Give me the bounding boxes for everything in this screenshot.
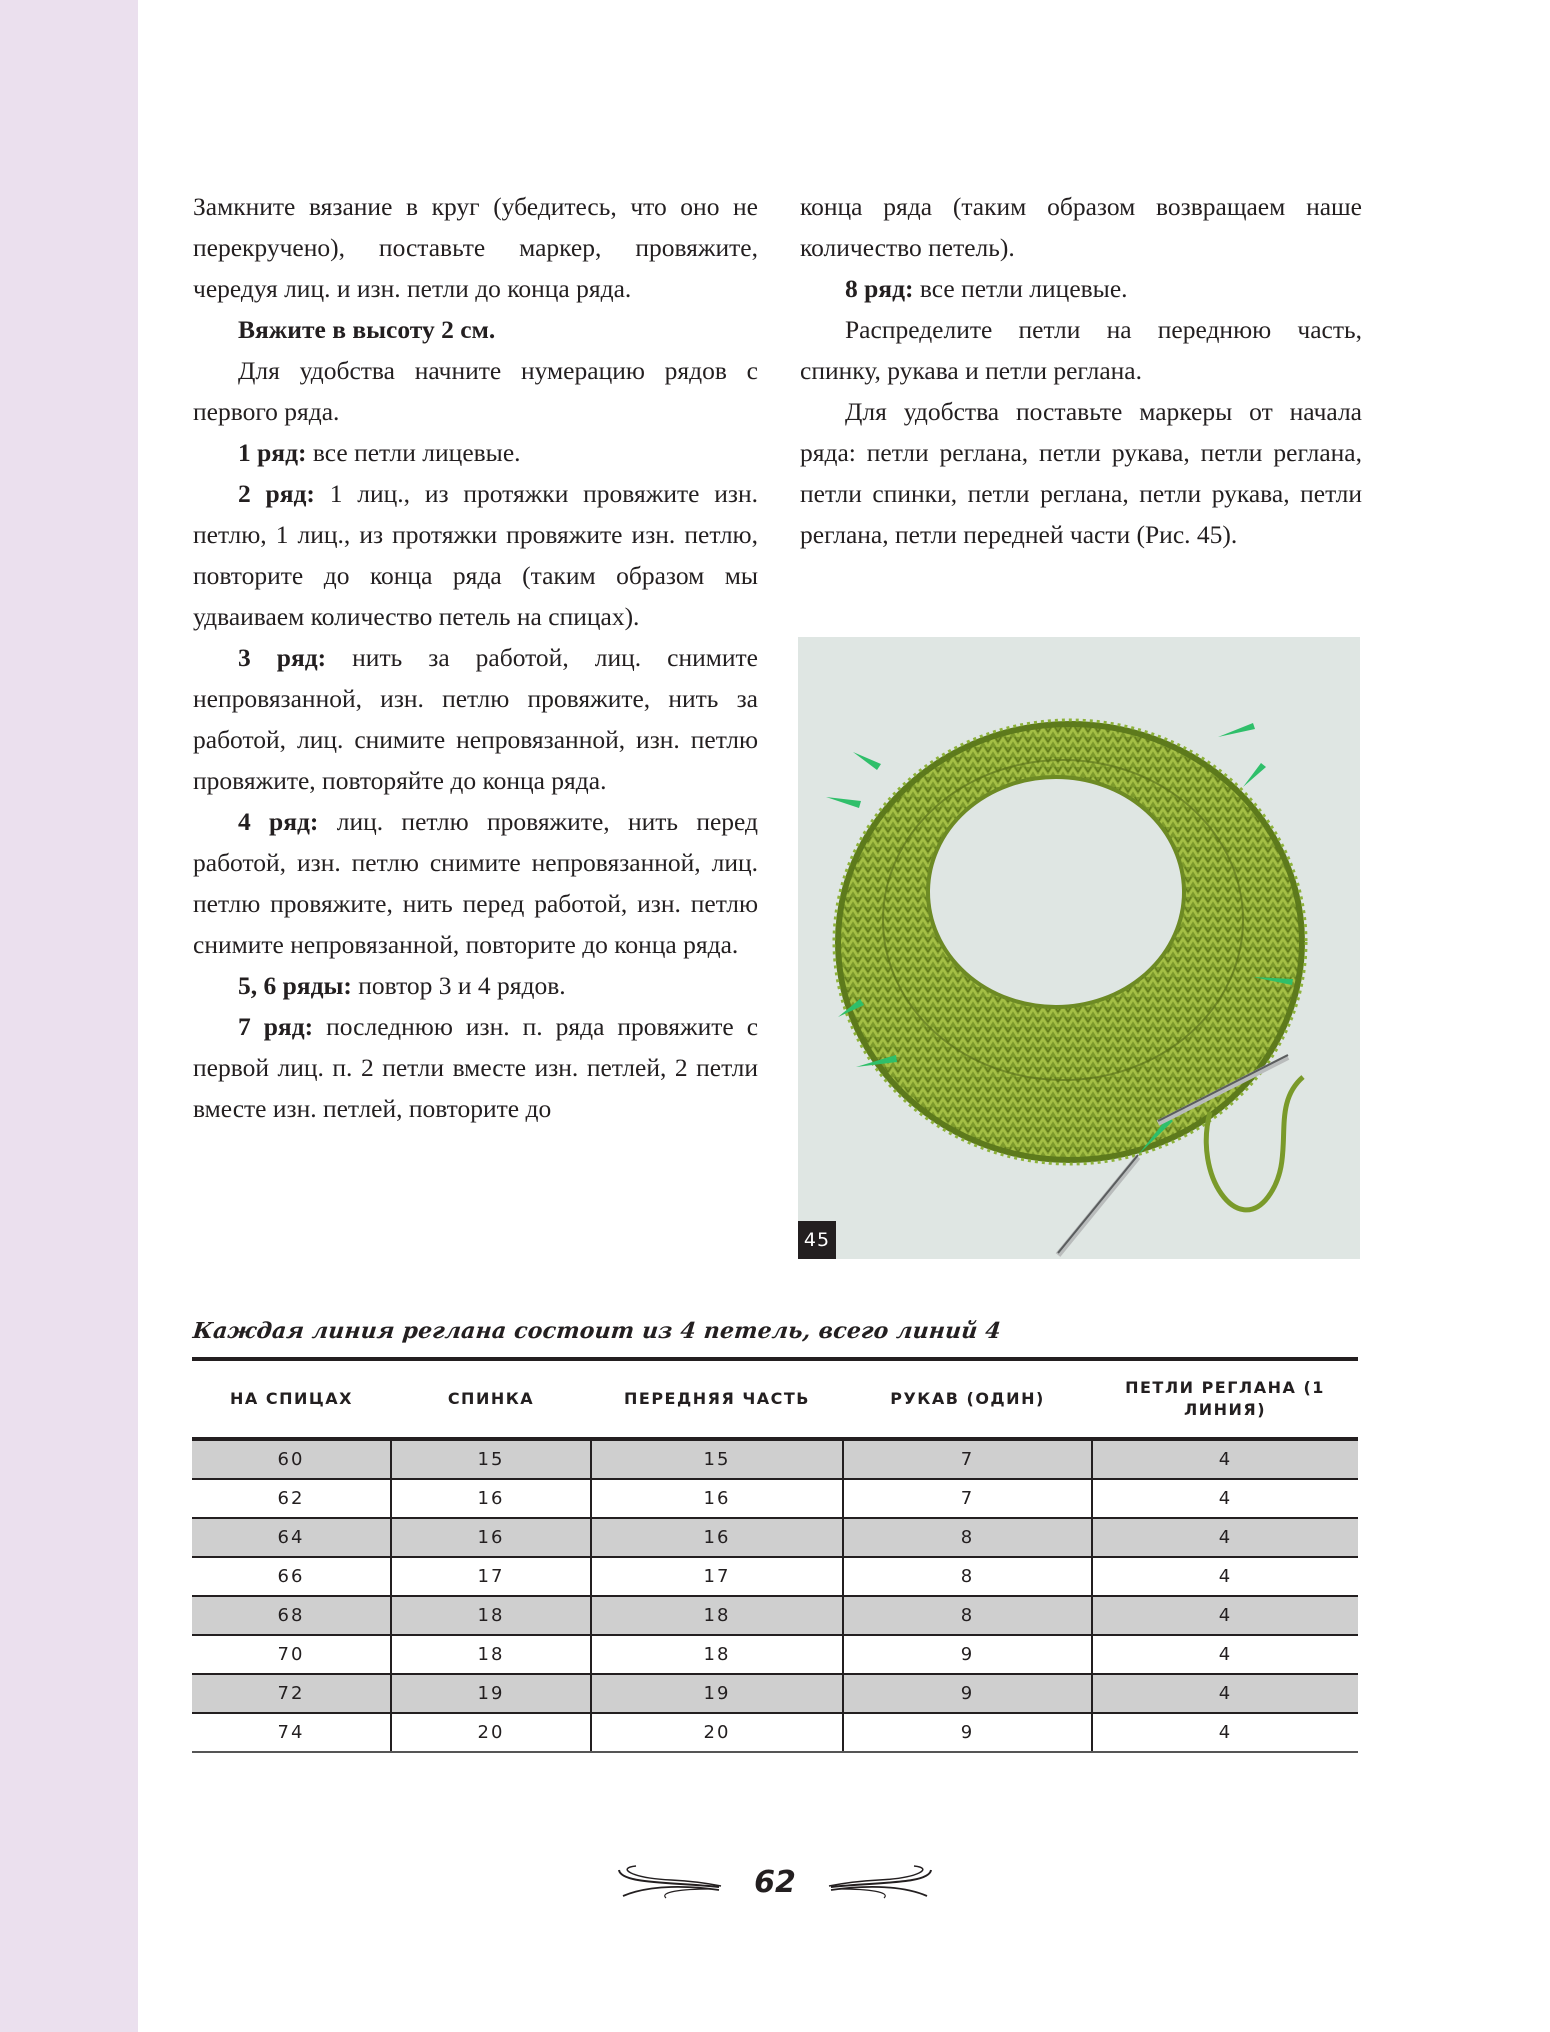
cell-total-stitches: 64 [192,1518,391,1557]
paragraph [193,1006,758,1129]
paragraph-text: последнюю изн. п. ряда провяжите с первой лиц. п. 2 петли вместе изн. петлей, 2 петли вместе изн. петлей, повторите до [193,1012,759,1123]
table-row [192,1635,1358,1674]
figure-number-badge: 45 [798,1221,836,1259]
cell-back: 16 [391,1518,591,1557]
cell-back: 18 [391,1596,591,1635]
paragraph [800,186,1362,268]
paragraph [193,186,758,309]
cell-sleeve: 7 [843,1479,1092,1518]
paragraph [800,309,1362,391]
right-ornament-icon [819,1862,939,1902]
table-row [192,1674,1358,1713]
cell-back: 16 [391,1479,591,1518]
paragraph-text: повтор 3 и 4 рядов. [351,971,566,1000]
figure-45-photo [798,637,1360,1259]
cell-back: 15 [391,1439,591,1479]
cell-raglan: 4 [1092,1479,1358,1518]
cell-sleeve: 9 [843,1674,1092,1713]
cell-sleeve: 8 [843,1596,1092,1635]
raglan-distribution-table [192,1357,1358,1753]
cell-sleeve: 9 [843,1713,1092,1752]
paragraph [193,350,758,432]
paragraph-text: все петли лицевые. [306,438,521,467]
cell-raglan: 4 [1092,1439,1358,1479]
table-row [192,1518,1358,1557]
paragraph-text: Для удобства поставьте маркеры от начала ряда: петли реглана, петли рукава, петли реглана, петли спинки, петли реглана, петли рукава, петли реглана, петли передней части (Рис. 45). [800,397,1362,549]
paragraph-bold-lead: Вяжите в высоту 2 см. [238,315,496,344]
cell-front: 17 [591,1557,843,1596]
paragraph [800,391,1362,555]
cell-front: 18 [591,1596,843,1635]
cell-total-stitches: 70 [192,1635,391,1674]
table-row [192,1596,1358,1635]
cell-total-stitches: 66 [192,1557,391,1596]
left-text-column [193,186,758,1129]
cell-raglan: 4 [1092,1596,1358,1635]
left-ornament-icon [611,1862,731,1902]
cell-sleeve: 8 [843,1518,1092,1557]
cell-front: 15 [591,1439,843,1479]
table-row [192,1557,1358,1596]
page-number: 62 [754,1864,796,1900]
cell-total-stitches: 62 [192,1479,391,1518]
cell-back: 17 [391,1557,591,1596]
paragraph-text: лиц. петлю провяжите, нить перед работой, изн. петлю снимите непровязанной, лиц. петлю провяжите, нить перед работой, изн. петлю снимите непровязанной, повторите до конца ряда. [193,807,758,959]
table-caption: Каждая линия реглана состоит из 4 петель, всего линий 4 [191,1318,1003,1344]
yoke-center-hole [928,777,1184,1007]
paragraph-text: все петли лицевые. [913,274,1128,303]
paragraph-bold-lead: 3 ряд: [238,643,327,672]
cell-back: 18 [391,1635,591,1674]
paragraph-text: конца ряда (таким образом возвращаем наше количество петель). [800,192,1362,262]
knitted-yoke-image [798,637,1360,1259]
cell-total-stitches: 68 [192,1596,391,1635]
table-row [192,1713,1358,1752]
paragraph-bold-lead: 8 ряд: [845,274,914,303]
paragraph [193,432,758,473]
cell-total-stitches: 74 [192,1713,391,1752]
cell-raglan: 4 [1092,1635,1358,1674]
paragraph [193,473,758,637]
cell-raglan: 4 [1092,1518,1358,1557]
cell-total-stitches: 72 [192,1674,391,1713]
paragraph [193,637,758,801]
cell-back: 20 [391,1713,591,1752]
paragraph [193,965,758,1006]
cell-front: 16 [591,1479,843,1518]
page-footer [0,1862,1550,1902]
paragraph-text: Для удобства начните нумерацию рядов с первого ряда. [193,356,758,426]
header-raglan-stitches: ПЕТЛИ РЕГЛАНА (1 ЛИНИЯ) [1092,1359,1358,1439]
cell-front: 16 [591,1518,843,1557]
paragraph [193,801,758,965]
cell-sleeve: 7 [843,1439,1092,1479]
cell-front: 20 [591,1713,843,1752]
paragraph-bold-lead: 4 ряд: [238,807,319,836]
cell-total-stitches: 60 [192,1439,391,1479]
table-header-row [192,1359,1358,1439]
cell-back: 19 [391,1674,591,1713]
header-total-stitches: НА СПИЦАХ [192,1359,391,1439]
paragraph-bold-lead: 7 ряд: [238,1012,314,1041]
cell-front: 18 [591,1635,843,1674]
paragraph-text: Замкните вязание в круг (убедитесь, что оно не перекручено), поставьте маркер, провяжите, чередуя лиц. и изн. петли до конца ряда. [193,192,758,303]
paragraph [800,268,1362,309]
right-text-column [800,186,1362,555]
header-sleeve: РУКАВ (ОДИН) [843,1359,1092,1439]
cell-raglan: 4 [1092,1674,1358,1713]
paragraph-bold-lead: 2 ряд: [238,479,315,508]
cell-raglan: 4 [1092,1557,1358,1596]
cell-front: 19 [591,1674,843,1713]
cell-raglan: 4 [1092,1713,1358,1752]
paragraph-bold-lead: 5, 6 ряды: [238,971,352,1000]
table-row [192,1479,1358,1518]
paragraph-bold-lead: 1 ряд: [238,438,307,467]
header-back: СПИНКА [391,1359,591,1439]
paragraph [193,309,758,350]
table-row [192,1439,1358,1479]
side-color-band [0,0,138,2032]
cell-sleeve: 8 [843,1557,1092,1596]
header-front: ПЕРЕДНЯЯ ЧАСТЬ [591,1359,843,1439]
paragraph-text: 1 лиц., из протяжки провяжите изн. петлю, 1 лиц., из протяжки провяжите изн. петлю, повторите до конца ряда (таким образом мы удваиваем количество петель на спицах). [193,479,758,631]
cell-sleeve: 9 [843,1635,1092,1674]
paragraph-text: нить за работой, лиц. снимите непровязанной, изн. петлю провяжите, нить за работой, лиц. снимите непровязанной, изн. петлю провяжите, повторяйте до конца ряда. [193,643,758,795]
paragraph-text: Распределите петли на переднюю часть, спинку, рукава и петли реглана. [800,315,1362,385]
